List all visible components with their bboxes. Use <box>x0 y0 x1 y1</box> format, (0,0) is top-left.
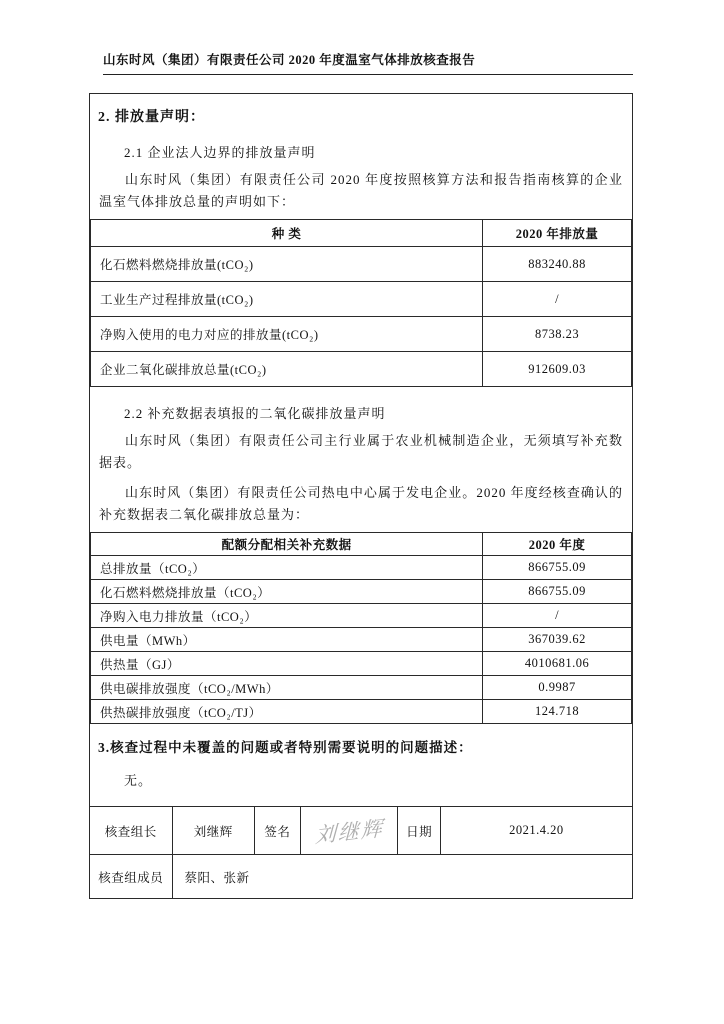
row-label: 供热碳排放强度（tCO₂/TJ） <box>91 700 483 724</box>
supplementary-data-table <box>90 532 632 724</box>
section2-2-paragraph-1: 山东时风（集团）有限责任公司主行业属于农业机械制造企业，无须填写补充数据表。 <box>99 433 623 470</box>
table-row <box>91 317 632 352</box>
date-value-cell: 2021.4.20 <box>440 807 632 855</box>
table-row <box>91 676 632 700</box>
row-label: 企业二氧化碳排放总量(tCO₂) <box>91 352 483 387</box>
emissions-table-col-value: 2020 年排放量 <box>483 220 632 247</box>
table-row <box>91 556 632 580</box>
table-row <box>91 628 632 652</box>
table-row <box>91 652 632 676</box>
row-value: / <box>483 604 632 628</box>
row-value: / <box>483 282 632 317</box>
row-value: 0.9987 <box>483 676 632 700</box>
table-header-row <box>91 533 632 556</box>
row-value: 866755.09 <box>483 580 632 604</box>
leader-label-cell: 核查组长 <box>90 807 173 855</box>
section3-answer: 无。 <box>124 773 153 788</box>
document-header-title: 山东时风（集团）有限责任公司 2020 年度温室气体排放核查报告 <box>103 50 633 75</box>
table-row <box>91 604 632 628</box>
row-label: 工业生产过程排放量(tCO₂) <box>91 282 483 317</box>
date-label-cell: 日期 <box>398 807 440 855</box>
row-value: 866755.09 <box>483 556 632 580</box>
row-value: 912609.03 <box>483 352 632 387</box>
members-label-cell: 核查组成员 <box>90 855 173 899</box>
table-header-row <box>91 220 632 247</box>
row-label: 供电碳排放强度（tCO₂/MWh） <box>91 676 483 700</box>
row-label: 供热量（GJ） <box>91 652 483 676</box>
table-row <box>91 352 632 387</box>
row-label: 供电量（MWh） <box>91 628 483 652</box>
members-row <box>90 855 633 899</box>
row-value: 124.718 <box>483 700 632 724</box>
sign-label-cell: 签名 <box>255 807 301 855</box>
table-row <box>91 580 632 604</box>
section2-1-heading: 2.1 企业法人边界的排放量声明 <box>124 145 316 160</box>
section2-2-paragraph-2: 山东时风（集团）有限责任公司热电中心属于发电企业。2020 年度经核查确认的补充数据表二氧化碳排放总量为： <box>99 485 623 522</box>
row-value: 367039.62 <box>483 628 632 652</box>
report-frame <box>89 93 633 899</box>
row-value: 4010681.06 <box>483 652 632 676</box>
emissions-table <box>90 219 632 387</box>
handwritten-signature: 刘继辉 <box>314 815 384 848</box>
row-label: 化石燃料燃烧排放量(tCO₂) <box>91 247 483 282</box>
row-label: 净购入电力排放量（tCO₂） <box>91 604 483 628</box>
table-row <box>91 700 632 724</box>
table-row <box>91 282 632 317</box>
section3-heading: 3.核查过程中未覆盖的问题或者特别需要说明的问题描述： <box>98 740 473 755</box>
row-label: 总排放量（tCO₂） <box>91 556 483 580</box>
row-label: 化石燃料燃烧排放量（tCO₂） <box>91 580 483 604</box>
signature-table <box>89 806 633 899</box>
supplementary-table-col-value: 2020 年度 <box>483 533 632 556</box>
section2-1-paragraph: 山东时风（集团）有限责任公司 2020 年度按照核算方法和报告指南核算的企业温室气体排放总量的声明如下： <box>99 172 623 209</box>
row-value: 883240.88 <box>483 247 632 282</box>
section2-2-heading: 2.2 补充数据表填报的二氧化碳排放量声明 <box>124 406 386 421</box>
section2-heading: 2. 排放量声明： <box>98 110 205 125</box>
row-label: 净购入使用的电力对应的排放量(tCO₂) <box>91 317 483 352</box>
row-value: 8738.23 <box>483 317 632 352</box>
members-value-cell: 蔡阳、张新 <box>172 855 632 899</box>
table-row <box>91 247 632 282</box>
emissions-table-col-category: 种 类 <box>91 220 483 247</box>
signature-row <box>90 807 633 855</box>
signature-cell <box>300 807 398 855</box>
leader-name-cell: 刘继辉 <box>172 807 255 855</box>
supplementary-table-col-category: 配额分配相关补充数据 <box>91 533 483 556</box>
